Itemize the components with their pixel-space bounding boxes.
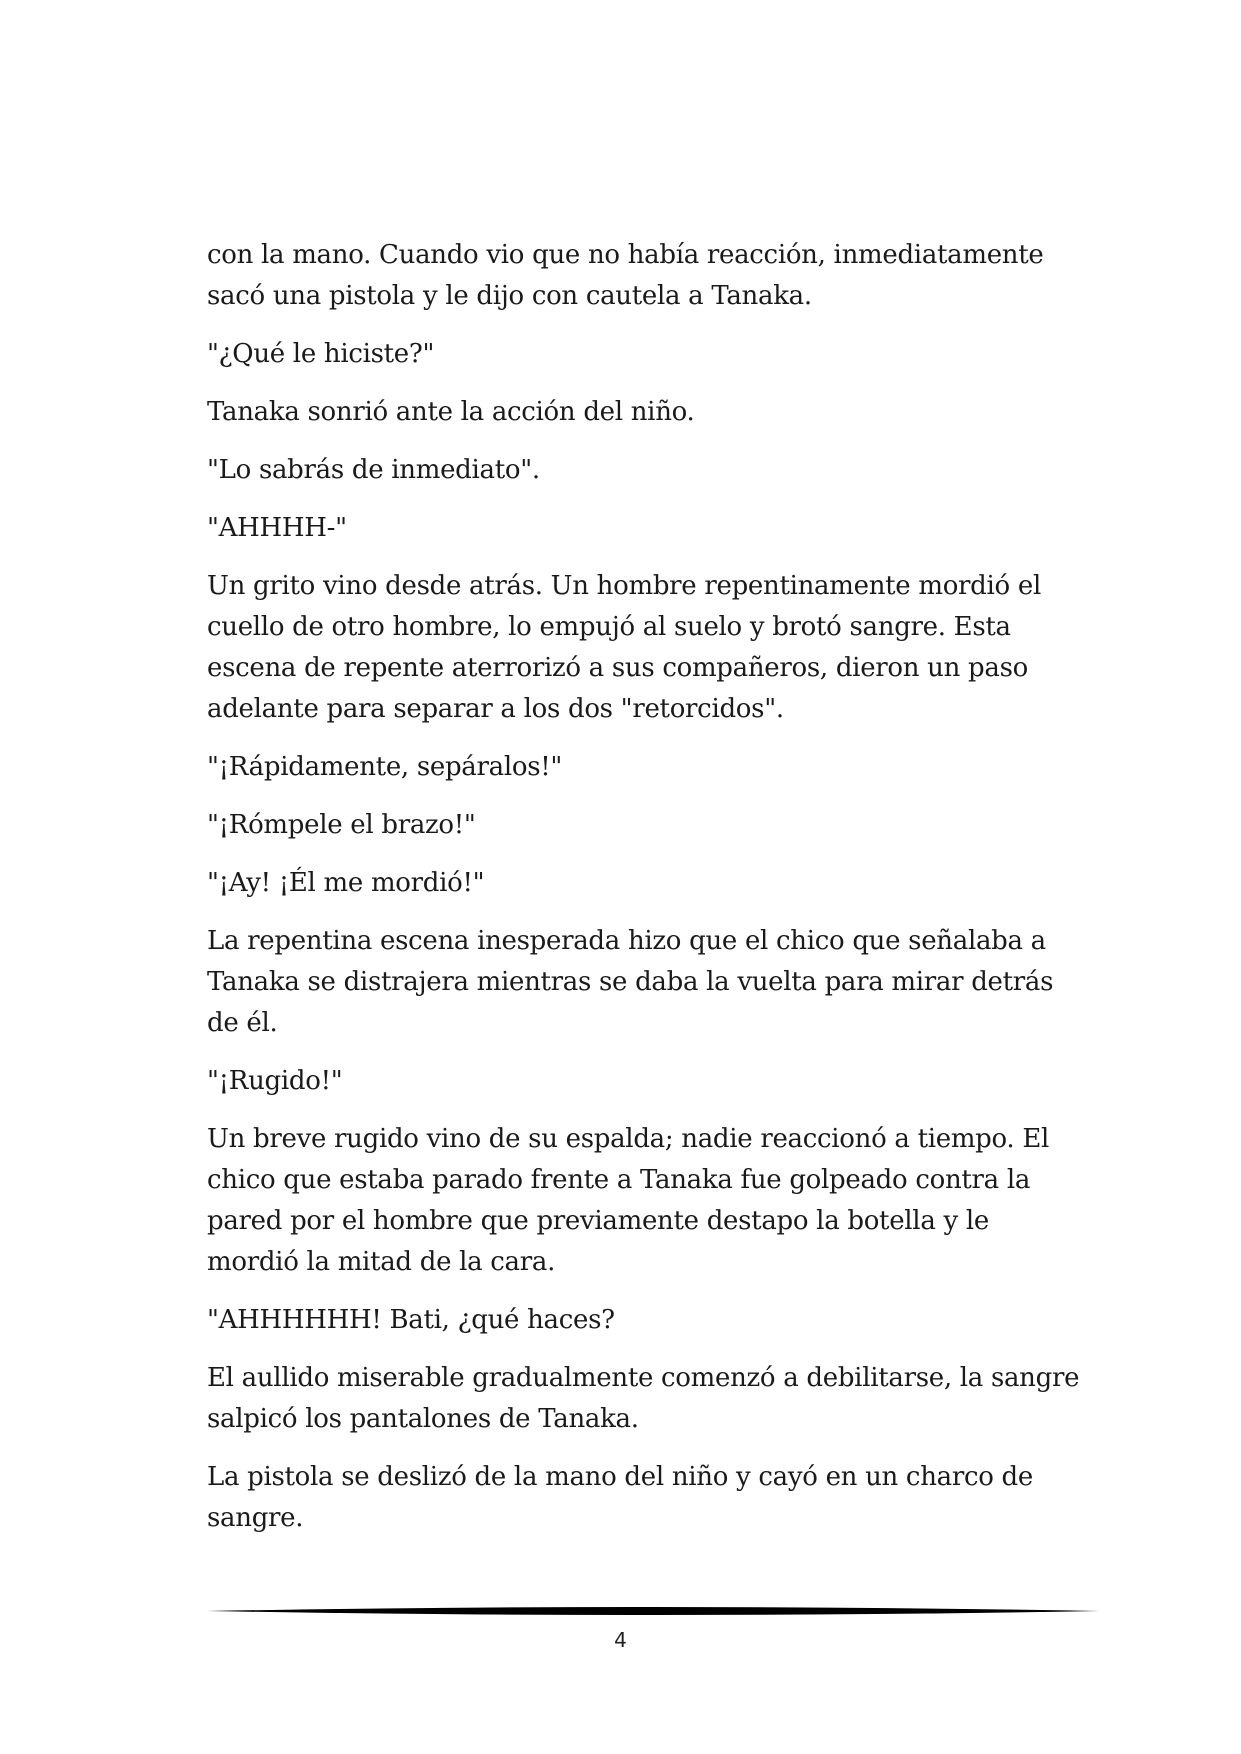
- page-number: 4: [614, 1628, 627, 1652]
- paragraph: La pistola se deslizó de la mano del niño y cayó en un charco de sangre.: [207, 1462, 1033, 1533]
- paragraph: "AHHHHHH! Bati, ¿qué haces?: [207, 1305, 615, 1335]
- paragraph: Un grito vino desde atrás. Un hombre repentinamente mordió el cuello de otro hombre, lo empujó al suelo y brotó sangre. Esta escena de repente aterrorizó a sus compañeros, dieron un paso adelante para separar a los dos "retorcidos".: [207, 571, 1041, 724]
- paragraph: con la mano. Cuando vio que no había reacción, inmediatamente sacó una pistola y le dijo con cautela a Tanaka.: [207, 240, 1044, 311]
- paragraph: "¡Rápidamente, sepáralos!": [207, 752, 563, 782]
- paragraph: La repentina escena inesperada hizo que el chico que señalaba a Tanaka se distrajera mientras se daba la vuelta para mirar detrás de él.: [207, 926, 1054, 1038]
- paragraph: "AHHHH-": [207, 513, 347, 543]
- paragraph: "¡Rómpele el brazo!": [207, 810, 476, 840]
- body-text: [207, 235, 1087, 1556]
- paragraph: "¡Rugido!": [207, 1066, 343, 1096]
- paragraph: El aullido miserable gradualmente comenzó a debilitarse, la sangre salpicó los pantalones de Tanaka.: [207, 1363, 1080, 1434]
- footer-divider: [207, 1605, 1099, 1617]
- paragraph: "¡Ay! ¡Él me mordió!": [207, 868, 485, 898]
- paragraph: "Lo sabrás de inmediato".: [207, 455, 540, 485]
- paragraph: "¿Qué le hiciste?": [207, 339, 435, 369]
- paragraph: Tanaka sonrió ante la acción del niño.: [207, 397, 695, 427]
- paragraph: Un breve rugido vino de su espalda; nadie reaccionó a tiempo. El chico que estaba parado frente a Tanaka fue golpeado contra la pared por el hombre que previamente destapo la botella y le mordió la mitad de la cara.: [207, 1124, 1050, 1277]
